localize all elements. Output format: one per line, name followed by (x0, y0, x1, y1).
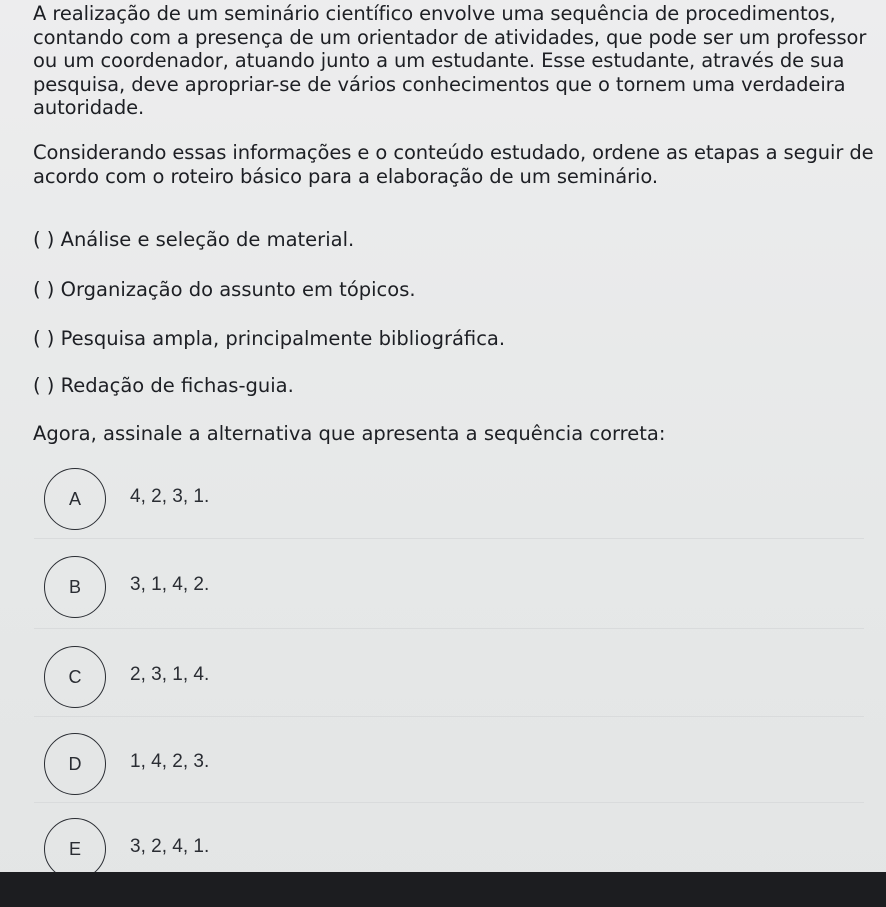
option-e-letter[interactable]: E (44, 818, 106, 880)
option-a-letter[interactable]: A (44, 468, 106, 530)
sequence-item: ( ) Organização do assunto em tópicos. (33, 278, 416, 301)
question-prompt: Agora, assinale a alternativa que apresenta a sequência correta: (33, 422, 666, 445)
divider (34, 628, 864, 629)
question-intro: A realização de um seminário científico envolve uma sequência de procedimentos, contando com a presença de um orientador de atividades, que pode ser um professor ou um coordenador, atuando junto a um estudante. Esse estudante, através de sua pesquisa, deve apropriar-se de vários conhecimentos que o tornem uma verdadeira autoridade. (33, 2, 867, 119)
option-b-letter[interactable]: B (44, 556, 106, 618)
option-e-value: 3, 2, 4, 1. (130, 836, 210, 857)
bottom-bar (0, 872, 886, 907)
question-instruction: Considerando essas informações e o conteúdo estudado, ordene as etapas a seguir de acordo com o roteiro básico para a elaboração de um seminário. (33, 141, 874, 188)
option-a[interactable] (44, 468, 874, 554)
option-c[interactable] (44, 646, 874, 732)
option-c-value: 2, 3, 1, 4. (130, 664, 210, 685)
option-b[interactable] (44, 556, 874, 642)
option-d-value: 1, 4, 2, 3. (130, 751, 210, 772)
divider (34, 716, 864, 717)
divider (34, 538, 864, 539)
sequence-item: ( ) Redação de fichas-guia. (33, 374, 294, 397)
option-c-letter[interactable]: C (44, 646, 106, 708)
option-b-value: 3, 1, 4, 2. (130, 574, 210, 595)
option-d-letter[interactable]: D (44, 733, 106, 795)
option-d[interactable] (44, 733, 874, 819)
option-a-value: 4, 2, 3, 1. (130, 486, 210, 507)
sequence-item: ( ) Análise e seleção de material. (33, 228, 355, 251)
sequence-item: ( ) Pesquisa ampla, principalmente bibliográfica. (33, 327, 506, 350)
divider (34, 802, 864, 803)
